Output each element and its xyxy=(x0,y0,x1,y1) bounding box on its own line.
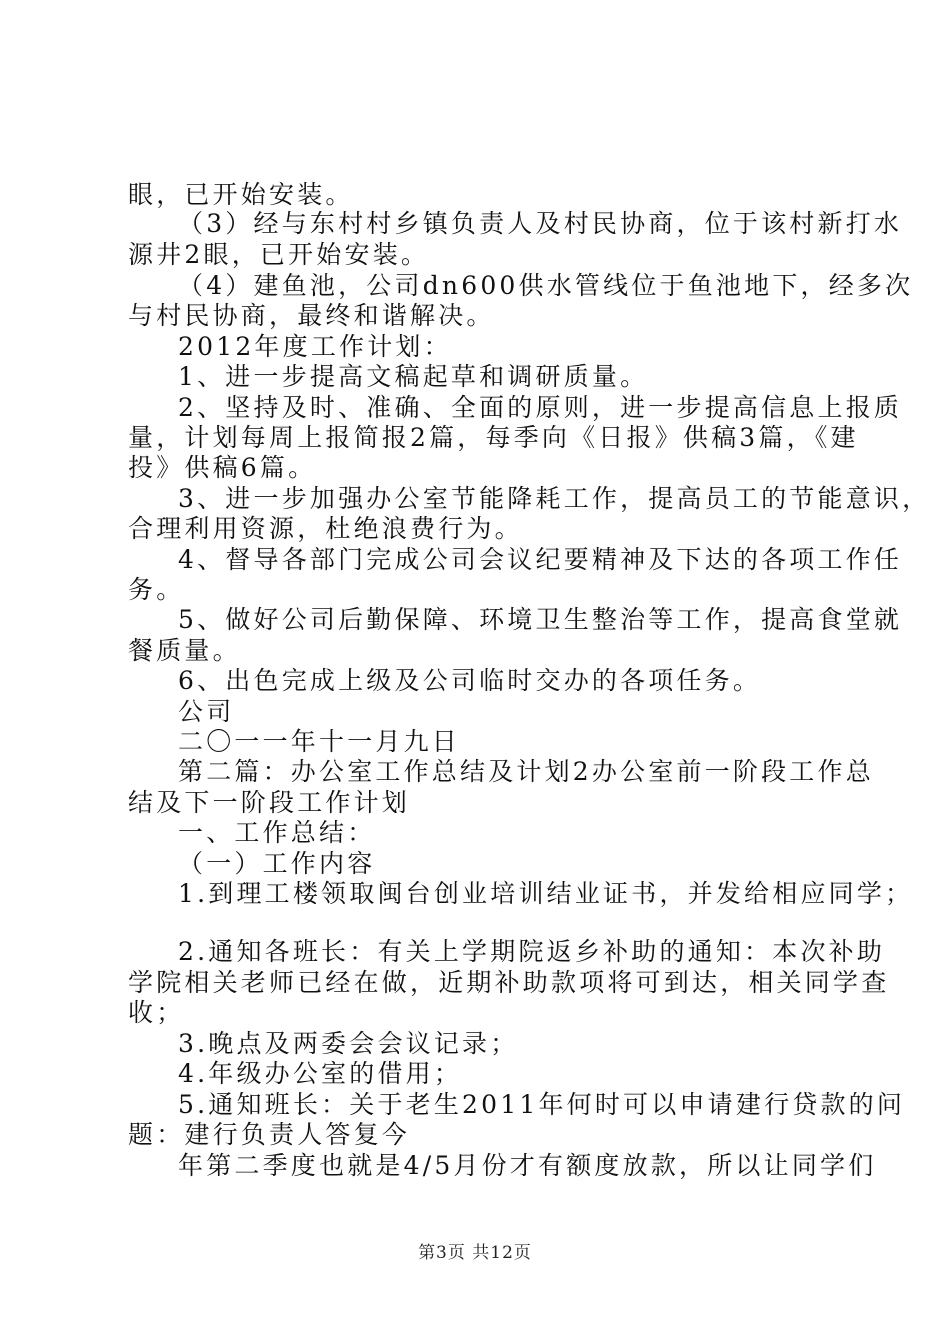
text-line: 题：建行负责人答复今 xyxy=(128,1120,411,1149)
text-line: 眼，已开始安装。 xyxy=(128,180,354,209)
text-line: 投》供稿6篇。 xyxy=(128,453,317,482)
text-line: （3）经与东村村乡镇负责人及村民协商，位于该村新打水 xyxy=(178,209,903,238)
text-line: 1.到理工楼领取闽台创业培训结业证书，并发给相应同学； xyxy=(178,879,914,908)
subsection-heading: （一）工作内容 xyxy=(178,849,376,878)
chapter-heading-cont: 结及下一阶段工作计划 xyxy=(128,788,411,817)
text-line: 年第二季度也就是4/5月份才有额度放款，所以让同学们 xyxy=(178,1151,877,1180)
chapter-heading: 第二篇：办公室工作总结及计划2办公室前一阶段工作总 xyxy=(178,757,874,786)
text-line: （4）建鱼池，公司dn600供水管线位于鱼池地下，经多次 xyxy=(178,271,914,300)
text-line: 与村民协商，最终和谐解决。 xyxy=(128,301,495,330)
text-line: 收； xyxy=(128,998,185,1027)
text-line: 2.通知各班长：有关上学期院返乡补助的通知：本次补助 xyxy=(178,937,886,966)
page-footer: 第3页 共12页 xyxy=(418,1243,532,1263)
text-line: 量，计划每周上报简报2篇，每季向《日报》供稿3篇，《建 xyxy=(128,423,859,452)
text-line: 4.年级办公室的借用； xyxy=(178,1059,463,1088)
text-line: 2、坚持及时、准确、全面的原则，进一步提高信息上报质 xyxy=(178,393,903,422)
section-heading: 一、工作总结： xyxy=(178,818,376,847)
text-line: 3、进一步加强办公室节能降耗工作，提高员工的节能意识， xyxy=(178,484,931,513)
text-line: 1、进一步提高文稿起草和调研质量。 xyxy=(178,362,649,391)
text-line: 学院相关老师已经在做，近期补助款项将可到达，相关同学查 xyxy=(128,968,890,997)
text-line: 源井2眼，已开始安装。 xyxy=(128,240,430,269)
section-heading: 2012年度工作计划： xyxy=(178,332,452,361)
text-line: 4、督导各部门完成公司会议纪要精神及下达的各项工作任 xyxy=(178,545,903,574)
text-line: 6、出色完成上级及公司临时交办的各项任务。 xyxy=(178,666,762,695)
signature-company: 公司 xyxy=(178,697,235,726)
text-line: 3.晚点及两委会会议记录； xyxy=(178,1029,519,1058)
text-line: 务。 xyxy=(128,575,185,604)
text-line: 5、做好公司后勤保障、环境卫生整治等工作，提高食堂就 xyxy=(178,605,903,634)
signature-date: 二〇一一年十一月九日 xyxy=(178,727,461,756)
text-line: 合理利用资源，杜绝浪费行为。 xyxy=(128,514,523,543)
text-line: 餐质量。 xyxy=(128,636,241,665)
text-line: 5.通知班长：关于老生2011年何时可以申请建行贷款的问 xyxy=(178,1090,906,1119)
